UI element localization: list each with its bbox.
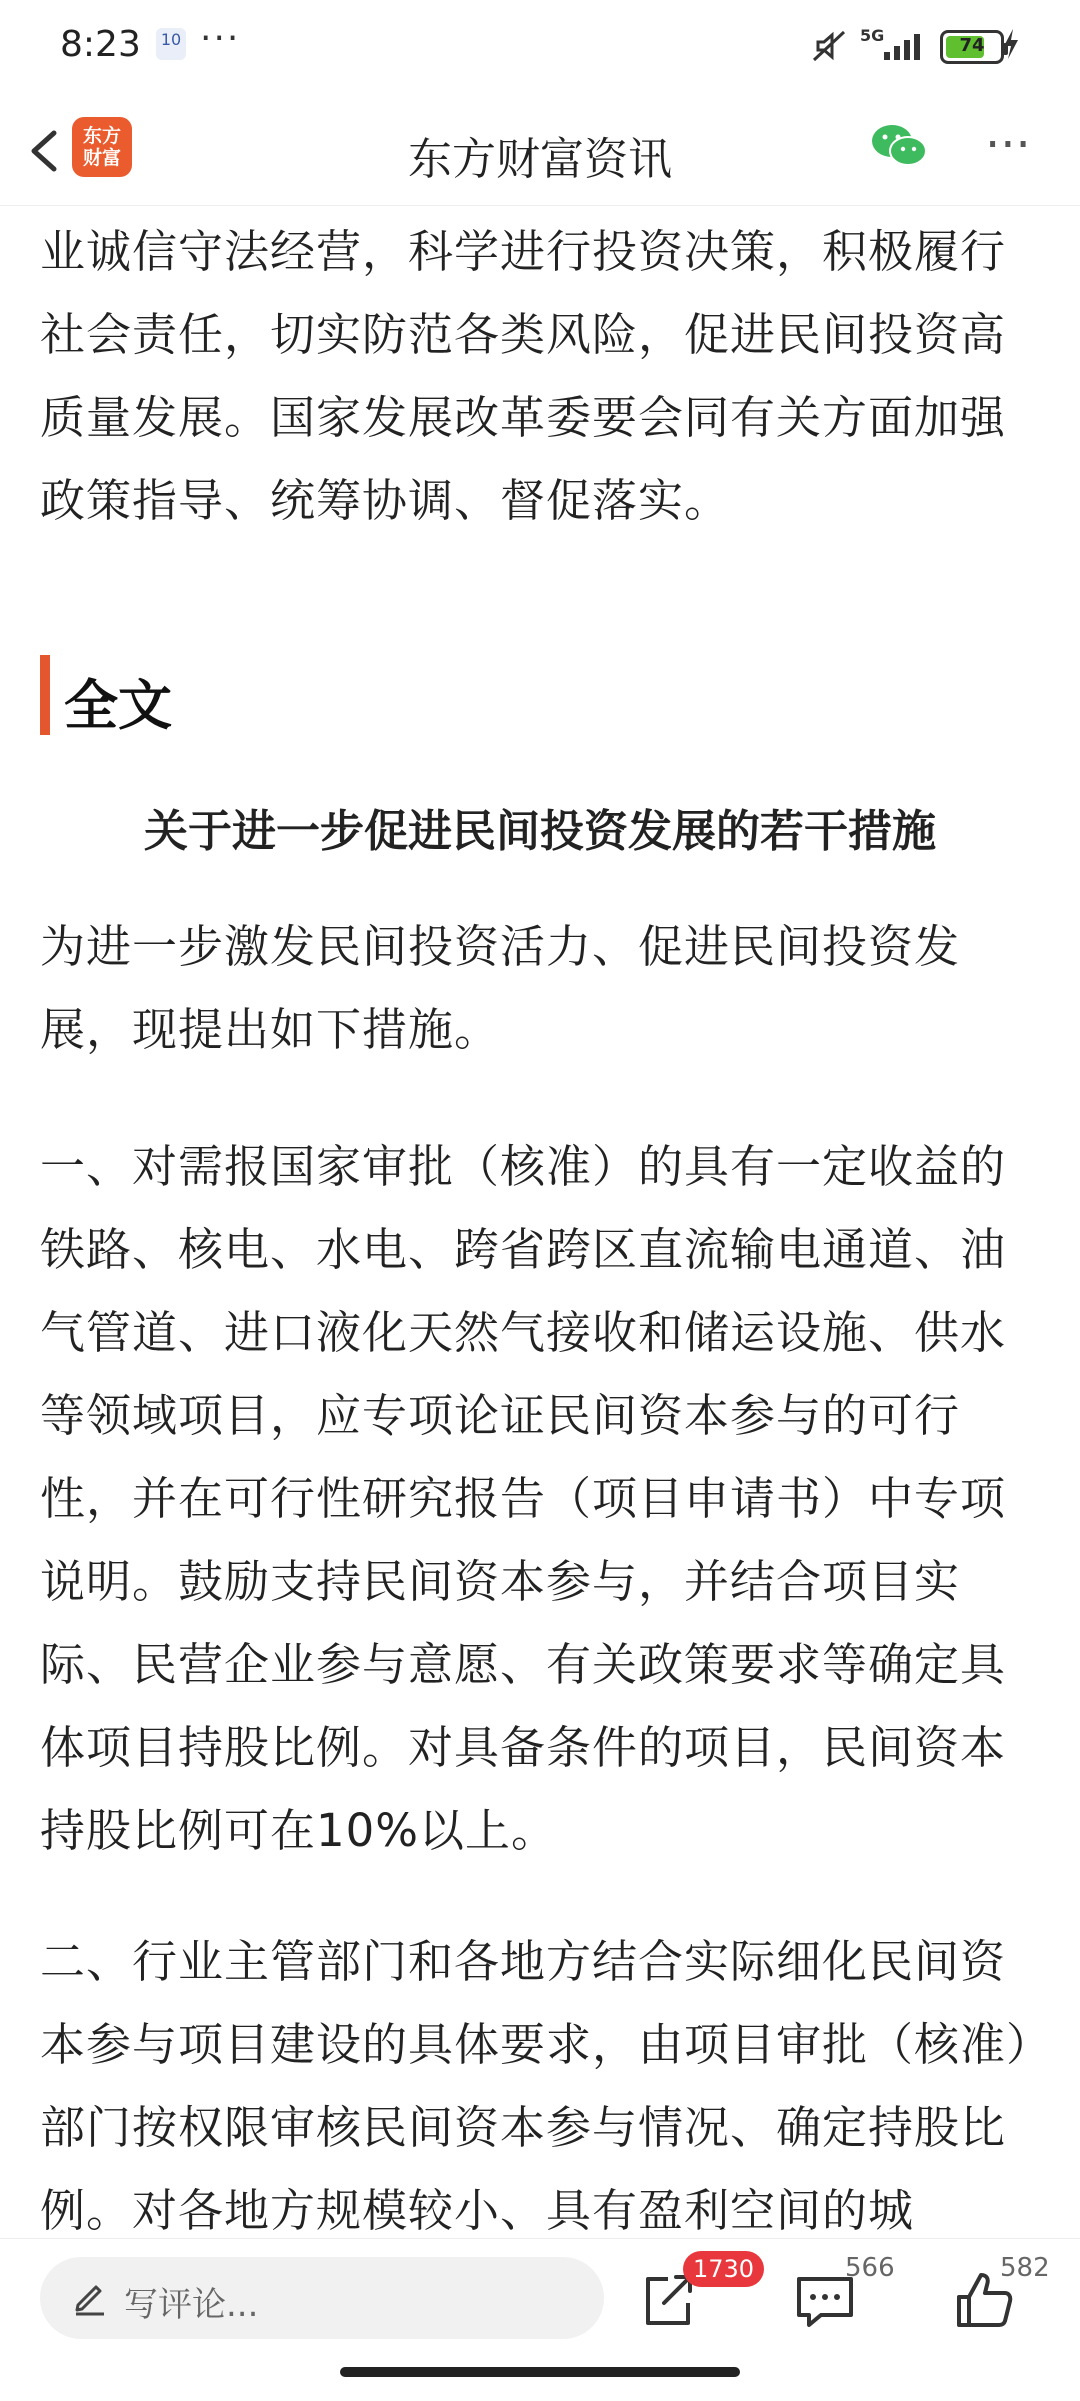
logo-text-line1: 东方	[82, 125, 121, 147]
intro-paragraph: 业诚信守法经营，科学进行投资决策，积极履行社会责任，切实防范各类风险，促进民间投资高质量发展。国家发展改革委要会同有关方面加强政策指导、统筹协调、督促落实。	[40, 225, 1007, 527]
like-count: 582	[1000, 2253, 1050, 2283]
logo-text-line2: 财富	[82, 147, 121, 169]
share-count-badge: 1730	[683, 2251, 764, 2287]
wechat-share-icon[interactable]	[870, 121, 930, 171]
status-time: 8:23	[60, 24, 141, 65]
paragraph: 一、对需报国家审批（核准）的具有一定收益的铁路、核电、水电、跨省跨区直流输电通道、油气管道、进口液化天然气接收和储运设施、供水等领域项目，应专项论证民间资本参与的可行性，并在可行性研究报告（项目申请书）中专项说明。鼓励支持民间资本参与，并结合项目实际、民营企业参与意愿、有关政策要求等确定具体项目持股比例。对具备条件的项目，民间资本持股比例可在10%以上。	[40, 1140, 1007, 1857]
document-title: 关于进一步促进民间投资发展的若干措施	[144, 806, 936, 857]
status-bar	[0, 0, 1080, 90]
battery-level: 74	[959, 35, 985, 56]
charging-icon	[1002, 28, 1020, 60]
network-type: 5G	[860, 26, 885, 45]
mute-icon	[810, 28, 850, 64]
pencil-icon	[70, 2277, 110, 2317]
paragraph: 二、行业主管部门和各地方结合实际细化民间资本参与项目建设的具体要求，由项目审批（核准）部门按权限审核民间资本参与情况、确定持股比例。对各地方规模较小、具有盈利空间的城	[40, 1935, 1030, 2237]
bottom-action-bar	[0, 2238, 1080, 2401]
status-more-dots: ···	[200, 18, 241, 59]
comment-count: 566	[845, 2253, 895, 2283]
battery-icon	[940, 30, 1004, 64]
paragraph: 为进一步激发民间投资活力、促进民间投资发展，现提出如下措施。	[40, 920, 961, 1056]
status-right-group	[860, 26, 1030, 66]
signal-icon	[882, 30, 932, 62]
app-header	[0, 95, 1080, 206]
section-accent-bar	[40, 655, 50, 735]
more-options-icon[interactable]: ···	[985, 117, 1031, 173]
comment-placeholder: 写评论...	[124, 2285, 259, 2325]
notification-icon	[156, 28, 186, 60]
comment-input[interactable]	[40, 2257, 604, 2339]
page-title: 东方财富资讯	[408, 134, 672, 185]
section-title: 全文	[64, 674, 172, 737]
notification-badge: 10	[160, 30, 182, 49]
section-header	[40, 655, 1040, 735]
home-indicator[interactable]	[340, 2367, 740, 2377]
